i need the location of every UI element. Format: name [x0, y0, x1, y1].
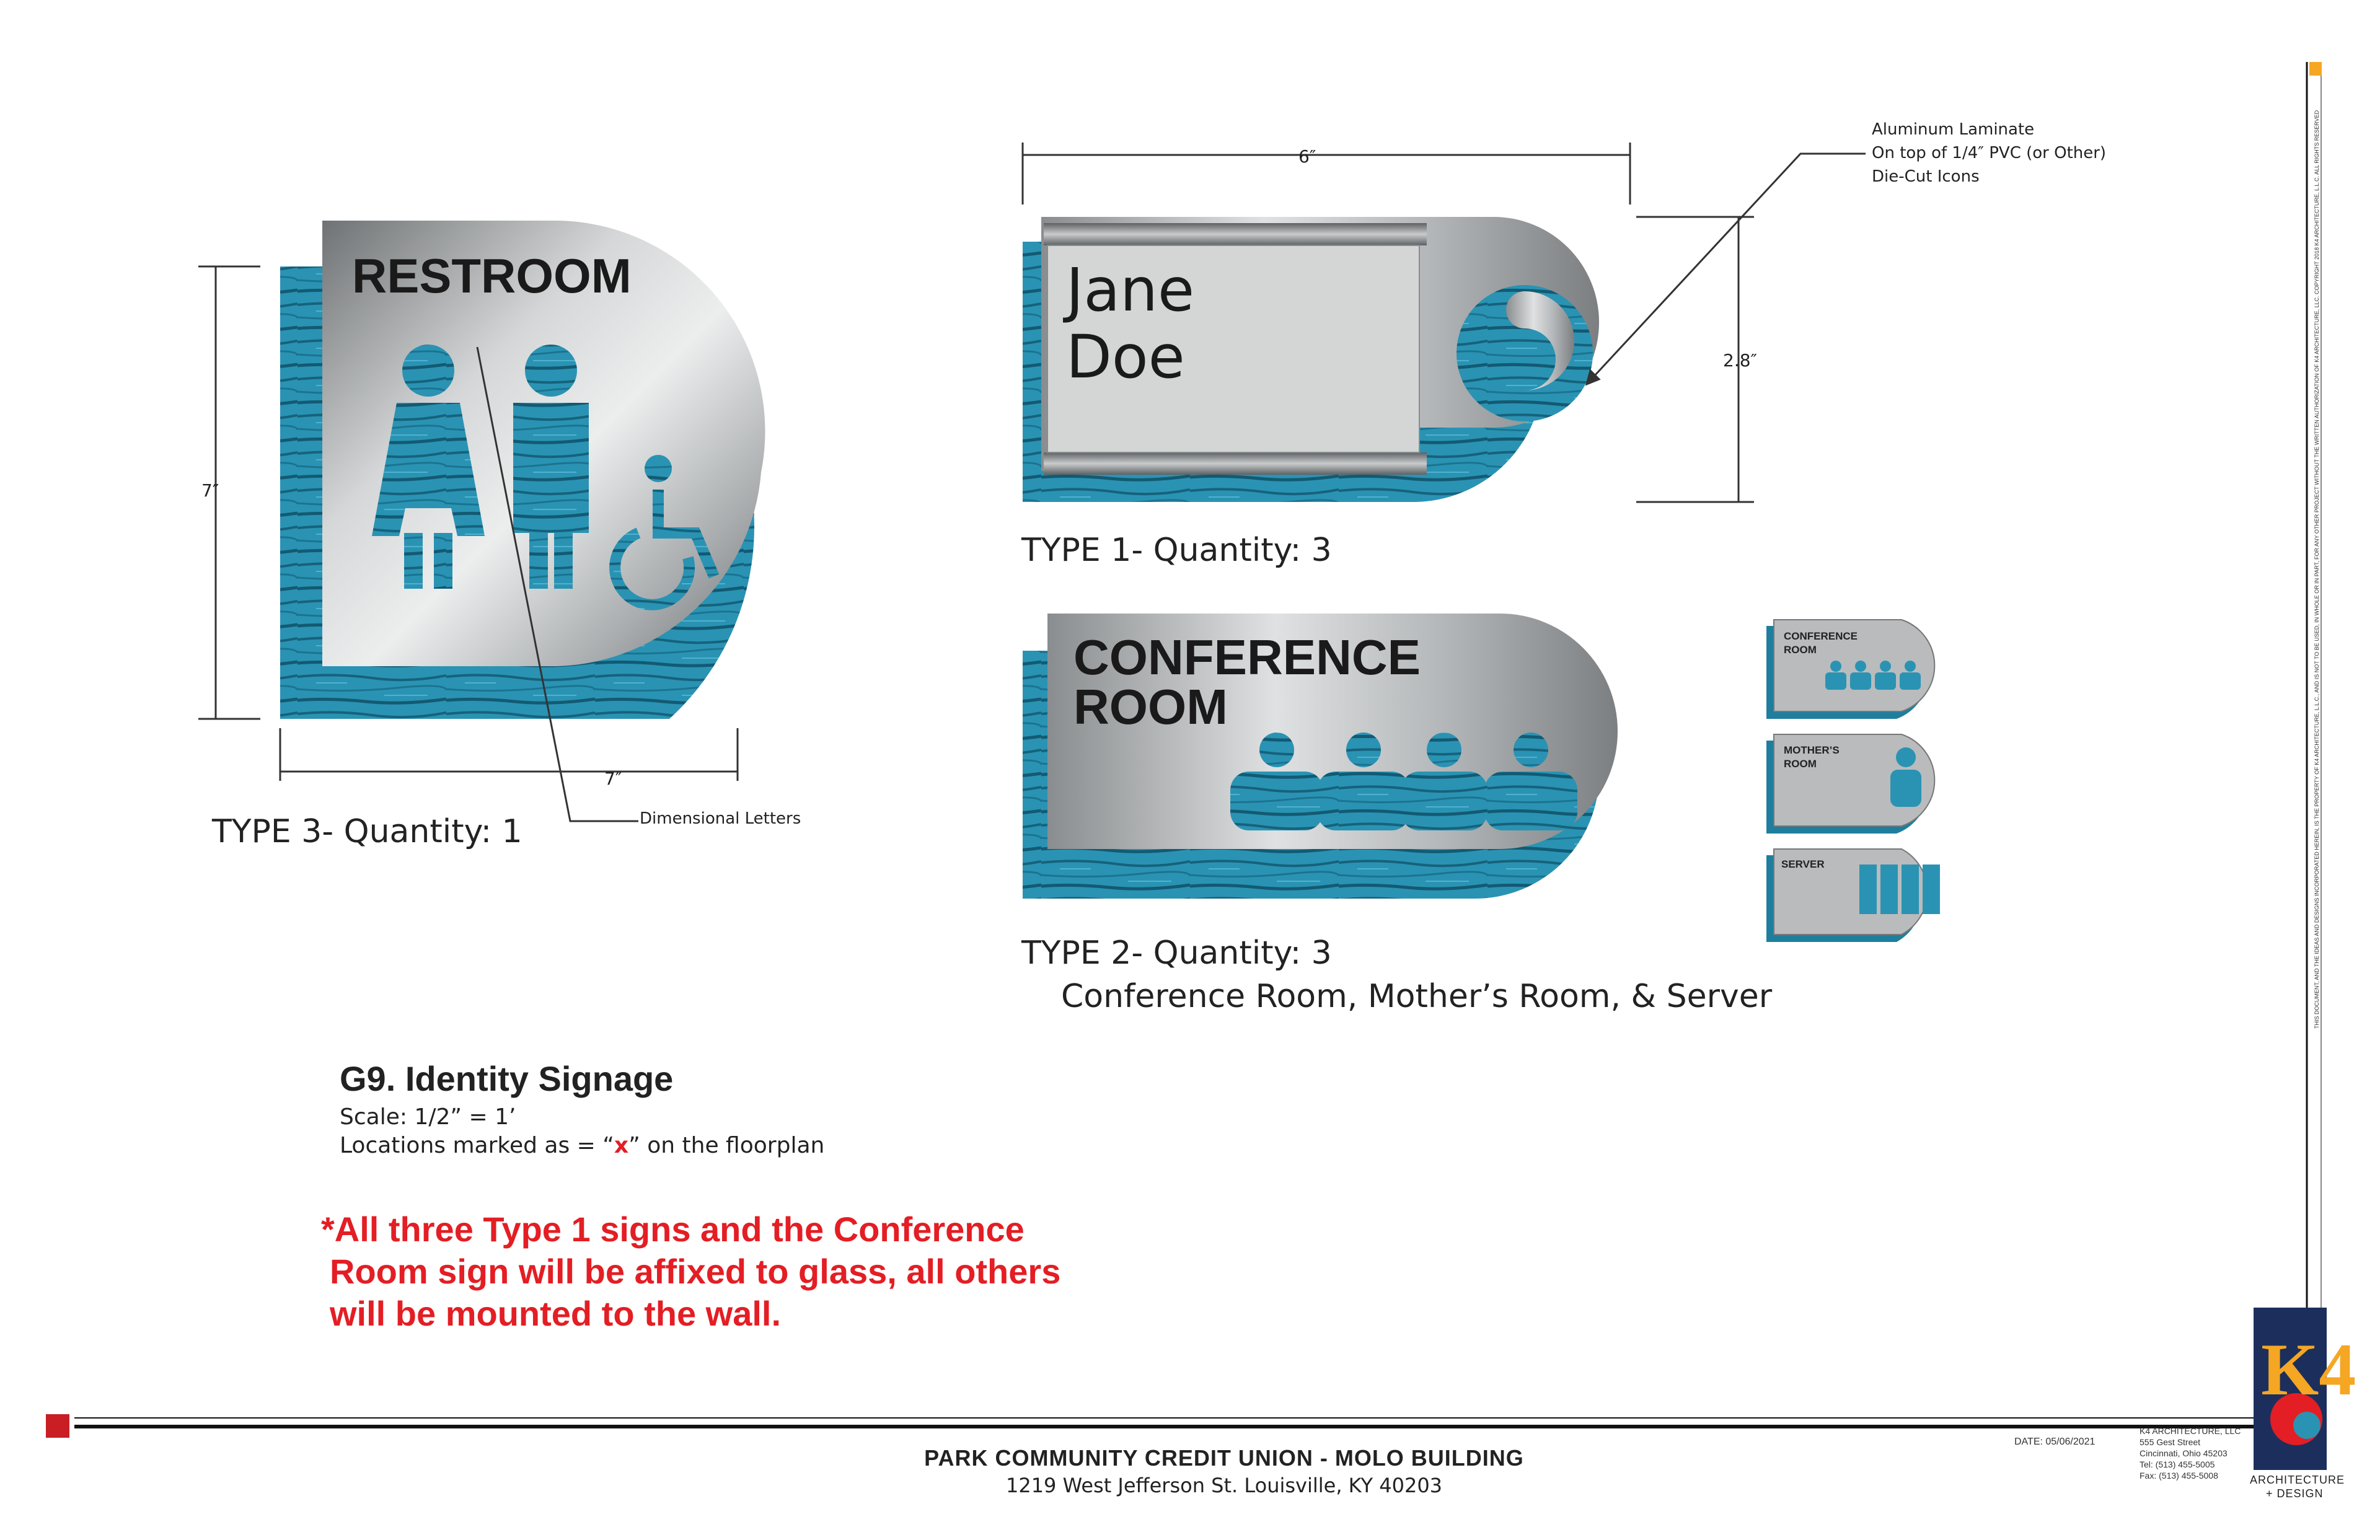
- swirl-icon: [1457, 285, 1593, 421]
- thumb-line1: SERVER: [1781, 858, 1825, 870]
- type3-callout: Dimensional Letters: [640, 809, 801, 828]
- type2-sign-line1: CONFERENCE: [1073, 630, 1421, 685]
- section-scale: Scale: 1/2” = 1’: [340, 1104, 516, 1130]
- locations-prefix: Locations marked as = “: [340, 1133, 614, 1158]
- logo-sub2: + DESIGN: [2266, 1487, 2324, 1500]
- type1-callout-line2: On top of 1/4″ PVC (or Other): [1872, 144, 2107, 162]
- type1-callout-line1: Aluminum Laminate: [1872, 120, 2035, 139]
- project-title: PARK COMMUNITY CREDIT UNION - MOLO BUILDING: [924, 1445, 1524, 1471]
- type1-height-dim: 2.8″: [1723, 350, 1757, 371]
- sheet-date: DATE: 05/06/2021: [2014, 1437, 2096, 1447]
- type1-name-line1: Jane: [1066, 255, 1195, 325]
- restroom-sign-label: RESTROOM: [352, 249, 632, 303]
- thumb-line1: MOTHER’S: [1784, 744, 1840, 756]
- logo-mark-text: K4: [2261, 1328, 2356, 1410]
- firm-line: K4 ARCHITECTURE, LLC: [2140, 1426, 2241, 1436]
- mounting-note: [321, 1208, 1060, 1335]
- note-line2: Room sign will be affixed to glass, all others: [330, 1252, 1061, 1291]
- note-line3: will be mounted to the wall.: [330, 1294, 782, 1333]
- sheet-marker: [46, 1414, 69, 1438]
- section-locations: [340, 1133, 824, 1158]
- type2-sign-line2: ROOM: [1073, 679, 1228, 734]
- thumb-line2: ROOM: [1784, 758, 1817, 770]
- type2-thumbnails: [1766, 620, 1940, 942]
- type1-callout-line3: Die-Cut Icons: [1872, 167, 1980, 186]
- type2-subcaption: Conference Room, Mother’s Room, & Server: [1061, 978, 1773, 1015]
- locations-mark: x: [614, 1133, 629, 1158]
- type3-caption: TYPE 3- Quantity: 1: [212, 813, 522, 850]
- firm-info: [2140, 1425, 2241, 1481]
- firm-line: 555 Gest Street: [2140, 1437, 2201, 1447]
- type3-width-dim: 7″: [604, 768, 622, 789]
- copyright-notice: THIS DOCUMENT, AND THE IDEAS AND DESIGNS INCORPORATED HEREIN, IS THE PROPERTY OF K4 ARCHITECTURE, L.L.C., AND IS NOT TO BE USED, IN WHOLE OR IN PART, FOR ANY OTHER PROJECT WITHOUT THE WRITTEN AUTHORIZATION OF K4 ARCHITECTURE, LLC. COPYRIGHT 2018 K4 ARCHITECTURE, L.L.C. ALL RIGHTS RESERVED: [2314, 110, 2320, 1029]
- firm-line: Cincinnati, Ohio 45203: [2140, 1448, 2228, 1458]
- type2-caption: TYPE 2- Quantity: 3: [1021, 935, 1332, 972]
- type1-name-line2: Doe: [1066, 322, 1185, 392]
- thumb-line2: ROOM: [1784, 644, 1817, 656]
- note-line1: *All three Type 1 signs and the Conference: [321, 1210, 1025, 1249]
- logo-sub1: ARCHITECTURE: [2250, 1474, 2345, 1486]
- thumb-mothers-label: [1784, 744, 1840, 771]
- type1-width-dim: 6″: [1298, 146, 1316, 167]
- firm-line: Tel: (513) 455-5005: [2140, 1459, 2215, 1469]
- locations-suffix: ” on the floorplan: [628, 1133, 825, 1158]
- type1-caption: TYPE 1- Quantity: 3: [1021, 532, 1332, 569]
- firm-line: Fax: (513) 455-5008: [2140, 1471, 2218, 1481]
- thumb-line1: CONFERENCE: [1784, 630, 1858, 642]
- thumb-conference-label: [1784, 630, 1858, 657]
- type3-height-dim: 7″: [201, 480, 219, 501]
- project-address: 1219 West Jefferson St. Louisville, KY 40203: [1005, 1474, 1443, 1497]
- section-title: G9. Identity Signage: [340, 1059, 674, 1098]
- thumb-server-label: [1781, 858, 1825, 871]
